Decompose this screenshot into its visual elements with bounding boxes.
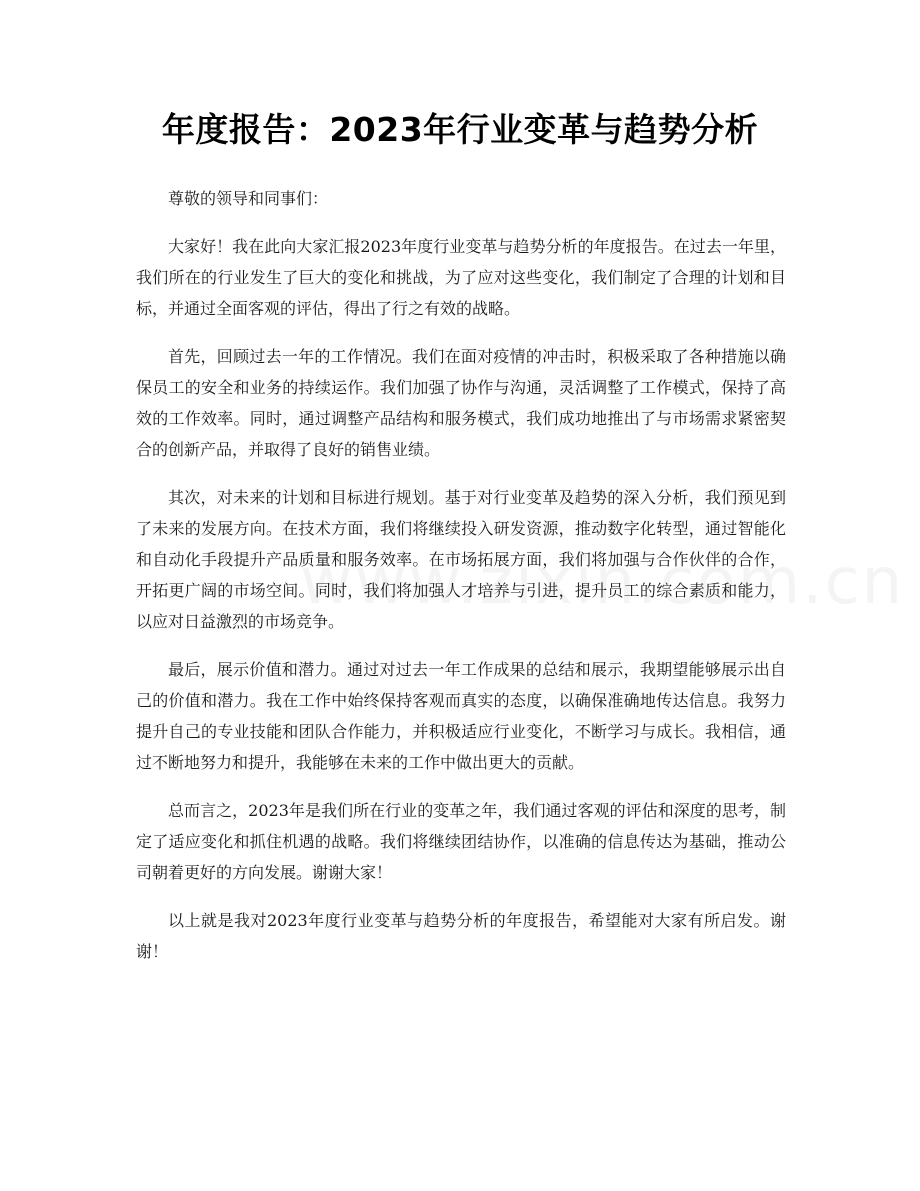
greeting-paragraph: 尊敬的领导和同事们： — [168, 189, 329, 208]
intro-paragraph: 大家好！我在此向大家汇报2023年度行业变革与趋势分析的年度报告。在过去一年里，我们所在的行业发生了巨大的变化和挑战，为了应对这些变化，我们制定了合理的计划和目标，并通过全面客观的评估，得出了行之有效的战略。 — [136, 237, 786, 318]
document-title: 年度报告：2023年行业变革与趋势分析 — [161, 110, 759, 149]
summary-paragraph: 总而言之，2023年是我们所在行业的变革之年，我们通过客观的评估和深度的思考，制定了适应变化和抓住机遇的战略。我们将继续团结协作，以准确的信息传达为基础，推动公司朝着更好的方向发展。谢谢大家！ — [136, 801, 786, 882]
review-paragraph: 首先，回顾过去一年的工作情况。我们在面对疫情的冲击时，积极采取了各种措施以确保员工的安全和业务的持续运作。我们加强了协作与沟通，灵活调整了工作模式，保持了高效的工作效率。同时，通过调整产品结构和服务模式，我们成功地推出了与市场需求紧密契合的创新产品，并取得了良好的销售业绩。 — [136, 347, 786, 459]
closing-paragraph: 以上就是我对2023年度行业变革与趋势分析的年度报告，希望能对大家有所启发。谢谢！ — [136, 911, 786, 961]
document-body — [136, 183, 786, 984]
plan-paragraph: 其次，对未来的计划和目标进行规划。基于对行业变革及趋势的深入分析，我们预见到了未来的发展方向。在技术方面，我们将继续投入研发资源，推动数字化转型，通过智能化和自动化手段提升产品质量和服务效率。在市场拓展方面，我们将加强与合作伙伴的合作，开拓更广阔的市场空间。同时，我们将加强人才培养与引进，提升员工的综合素质和能力，以应对日益激烈的市场竞争。 — [136, 488, 786, 631]
value-paragraph: 最后，展示价值和潜力。通过对过去一年工作成果的总结和展示，我期望能够展示出自己的价值和潜力。我在工作中始终保持客观而真实的态度，以确保准确地传达信息。我努力提升自己的专业技能和团队合作能力，并积极适应行业变化，不断学习与成长。我相信，通过不断地努力和提升，我能够在未来的工作中做出更大的贡献。 — [136, 660, 786, 772]
